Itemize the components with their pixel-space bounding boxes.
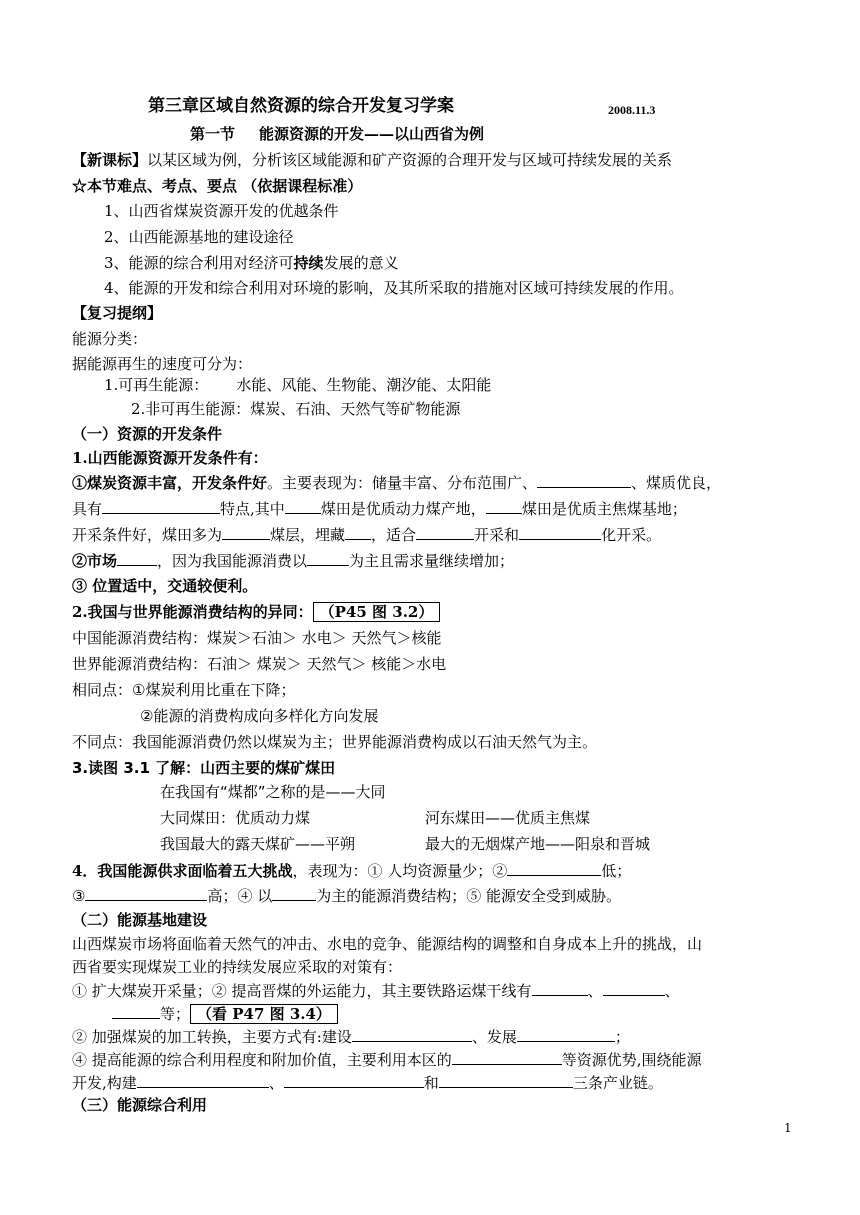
strategy-text: 、发展: [471, 1028, 517, 1046]
question-2: [72, 602, 440, 622]
question-text: 高；④ 以: [207, 887, 273, 905]
strategy-text: ；: [614, 1028, 630, 1046]
key-point-item: 2、山西能源基地的建设途径: [104, 228, 294, 246]
coal-mine-pingshuo: 我国最大的露天煤矿——平朔: [160, 835, 356, 853]
fill-blank[interactable]: [102, 498, 220, 514]
question-2-text: 2.我国与世界能源消费结构的异同：: [72, 603, 313, 621]
curriculum-standard: [72, 150, 672, 170]
strategy-text: ④ 提高能源的综合利用程度和附加价值，主要利用本区的: [72, 1051, 452, 1069]
condition-market: [72, 550, 514, 571]
question-text: 为主的能源消费结构；⑤ 能源安全受到威胁。: [316, 887, 622, 905]
section-number: 第一节: [190, 125, 236, 143]
fill-blank[interactable]: [285, 498, 321, 514]
strategy-2: [72, 1026, 630, 1047]
fill-blank[interactable]: [137, 1072, 269, 1088]
document-date: 2008.11.3: [608, 103, 656, 117]
strategy-text: 等；: [160, 1005, 191, 1023]
difference: 不同点：我国能源消费仍然以煤炭为主；世界能源消费构成以石油天然气为主。: [72, 733, 598, 751]
fill-blank[interactable]: [307, 550, 349, 566]
fill-blank[interactable]: [439, 1072, 573, 1088]
fill-blank[interactable]: [537, 472, 631, 488]
renewable-label: 1.可再生能源：: [104, 376, 209, 394]
fill-blank[interactable]: [416, 524, 474, 540]
condition-text: ，适合: [371, 526, 417, 544]
condition-text: 为主且需求量继续增加；: [349, 552, 515, 570]
nonrenewable-energy: 2.非可再生能源：煤炭、石油、天然气等矿物能源: [131, 400, 461, 418]
fill-blank[interactable]: [532, 980, 588, 996]
fill-blank[interactable]: [486, 498, 522, 514]
condition-text: 煤层，埋藏: [270, 526, 346, 544]
paragraph-line: 山西煤炭市场将面临着天然气的冲击、水电的竞争、能源结构的调整和自身成本上升的挑战，山: [72, 935, 703, 953]
fill-blank[interactable]: [345, 524, 371, 540]
question-text: ③: [72, 887, 86, 905]
fill-blank[interactable]: [517, 1026, 615, 1042]
renewable-list: 水能、风能、生物能、潮汐能、太阳能: [236, 376, 492, 394]
strategy-text: 、: [268, 1074, 284, 1092]
key-point-item: [104, 253, 399, 273]
strategy-1: [72, 980, 680, 1001]
condition-text: 、煤质优良，: [631, 474, 722, 492]
coal-capital: 在我国有“煤都”之称的是——大同: [160, 783, 386, 801]
question-text: 低；: [601, 862, 632, 880]
fill-blank[interactable]: [112, 1003, 160, 1019]
condition-text: 。主要表现为：储量丰富、分布范围广、: [267, 474, 538, 492]
strategy-text: ② 加强煤炭的加工转换，主要方式有:建设: [72, 1028, 352, 1046]
condition-text: 特点,其中: [220, 500, 285, 518]
strategy-text: 、: [587, 982, 603, 1000]
condition-text: 具有: [72, 500, 103, 518]
key-point-text: 发展的意义: [323, 254, 399, 272]
fill-blank[interactable]: [452, 1049, 562, 1065]
fill-blank[interactable]: [519, 524, 601, 540]
strategy-3-continued: [72, 1072, 663, 1093]
renewable-energy: [104, 375, 491, 395]
fill-blank[interactable]: [284, 1072, 424, 1088]
strategy-text: 、: [664, 982, 680, 1000]
document-title: 第三章区域自然资源的综合开发复习学案: [148, 96, 454, 116]
question-4-title: 4．我国能源供求面临着五大挑战: [72, 862, 293, 880]
strategy-text: 和: [423, 1074, 439, 1092]
section-heading-1: （一）资源的开发条件: [72, 425, 223, 443]
coalfield-datong: 大同煤田：优质动力煤: [160, 809, 311, 827]
fill-blank[interactable]: [603, 980, 665, 996]
energy-classification: 能源分类：: [72, 330, 148, 348]
key-point-emphasis: 持续: [293, 254, 324, 272]
section-heading-2: （二）能源基地建设: [72, 911, 208, 929]
condition-market-title: ②市场: [72, 552, 118, 570]
page-number: 1: [784, 1121, 792, 1135]
fill-blank[interactable]: [222, 524, 270, 540]
figure-reference-box: （看 P47 图 3.4）: [190, 1004, 338, 1024]
condition-mining: [72, 524, 661, 545]
section-subtitle: [190, 124, 484, 144]
fill-blank[interactable]: [117, 550, 157, 566]
key-points-heading: ☆本节难点、考点、要点 （依据课程标准）: [72, 177, 363, 195]
question-text: ，表现为：① 人均资源量少；②: [292, 862, 508, 880]
strategy-text: 开发,构建: [72, 1074, 137, 1092]
strategy-text: 三条产业链。: [572, 1074, 663, 1092]
condition-text: 煤田是优质动力煤产地，: [320, 500, 486, 518]
condition-coal-title: ①煤炭资源丰富，开发条件好: [72, 474, 268, 492]
key-point-item: 4、能源的开发和综合利用对环境的影响，及其所采取的措施对区域可持续发展的作用。: [104, 279, 684, 297]
question-4: [72, 860, 631, 881]
condition-coal-detail: [72, 498, 687, 519]
similarity-1: 相同点：①煤炭利用比重在下降；: [72, 681, 296, 699]
classification-basis: 据能源再生的速度可分为：: [72, 355, 253, 373]
fill-blank[interactable]: [507, 860, 601, 876]
condition-text: 化开采。: [601, 526, 662, 544]
key-point-text: 3、能源的综合利用对经济可: [104, 254, 294, 272]
similarity-2: ②能源的消费构成向多样化方向发展: [140, 707, 379, 725]
standard-text: 以某区域为例，分析该区域能源和矿产资源的合理开发与区域可持续发展的关系: [147, 151, 673, 169]
outline-heading: 【复习提纲】: [72, 304, 163, 322]
condition-text: ，因为我国能源消费以: [157, 552, 308, 570]
key-point-item: 1、山西省煤炭资源开发的优越条件: [104, 202, 339, 220]
strategy-3: [72, 1049, 702, 1070]
question-4-continued: [72, 885, 621, 906]
condition-coal: [72, 472, 721, 493]
china-energy-structure: 中国能源消费结构：煤炭＞石油＞ 水电＞ 天然气＞核能: [72, 629, 442, 647]
coalfield-hedong: 河东煤田——优质主焦煤: [425, 809, 591, 827]
condition-text: 开采条件好，煤田多为: [72, 526, 223, 544]
strategy-1-continued: [112, 1003, 338, 1024]
standard-label: 【新课标】: [72, 151, 148, 169]
fill-blank[interactable]: [85, 885, 207, 901]
question-3: 3.读图 3.1 了解：山西主要的煤矿煤田: [72, 759, 336, 777]
fill-blank[interactable]: [272, 885, 316, 901]
question-1: 1.山西能源资源开发条件有：: [72, 449, 268, 467]
strategy-text: ① 扩大煤炭开采量；② 提高晋煤的外运能力，其主要铁路运煤干线有: [72, 982, 532, 1000]
paragraph-line: 西省要实现煤炭工业的持续发展应采取的对策有：: [72, 958, 403, 976]
fill-blank[interactable]: [352, 1026, 472, 1042]
condition-text: 煤田是优质主焦煤基地；: [521, 500, 687, 518]
strategy-text: 等资源优势,围绕能源: [561, 1051, 702, 1069]
section-title: 能源资源的开发——以山西省为例: [259, 125, 485, 143]
section-heading-3: （三）能源综合利用: [72, 1096, 208, 1114]
condition-text: 开采和: [474, 526, 520, 544]
condition-location: ③ 位置适中，交通较便利。: [72, 577, 258, 595]
anthracite-producer: 最大的无烟煤产地——阳泉和晋城: [425, 835, 651, 853]
figure-reference-box: （P45 图 3.2）: [313, 602, 441, 622]
world-energy-structure: 世界能源消费结构：石油＞ 煤炭＞ 天然气＞ 核能＞水电: [72, 655, 447, 673]
